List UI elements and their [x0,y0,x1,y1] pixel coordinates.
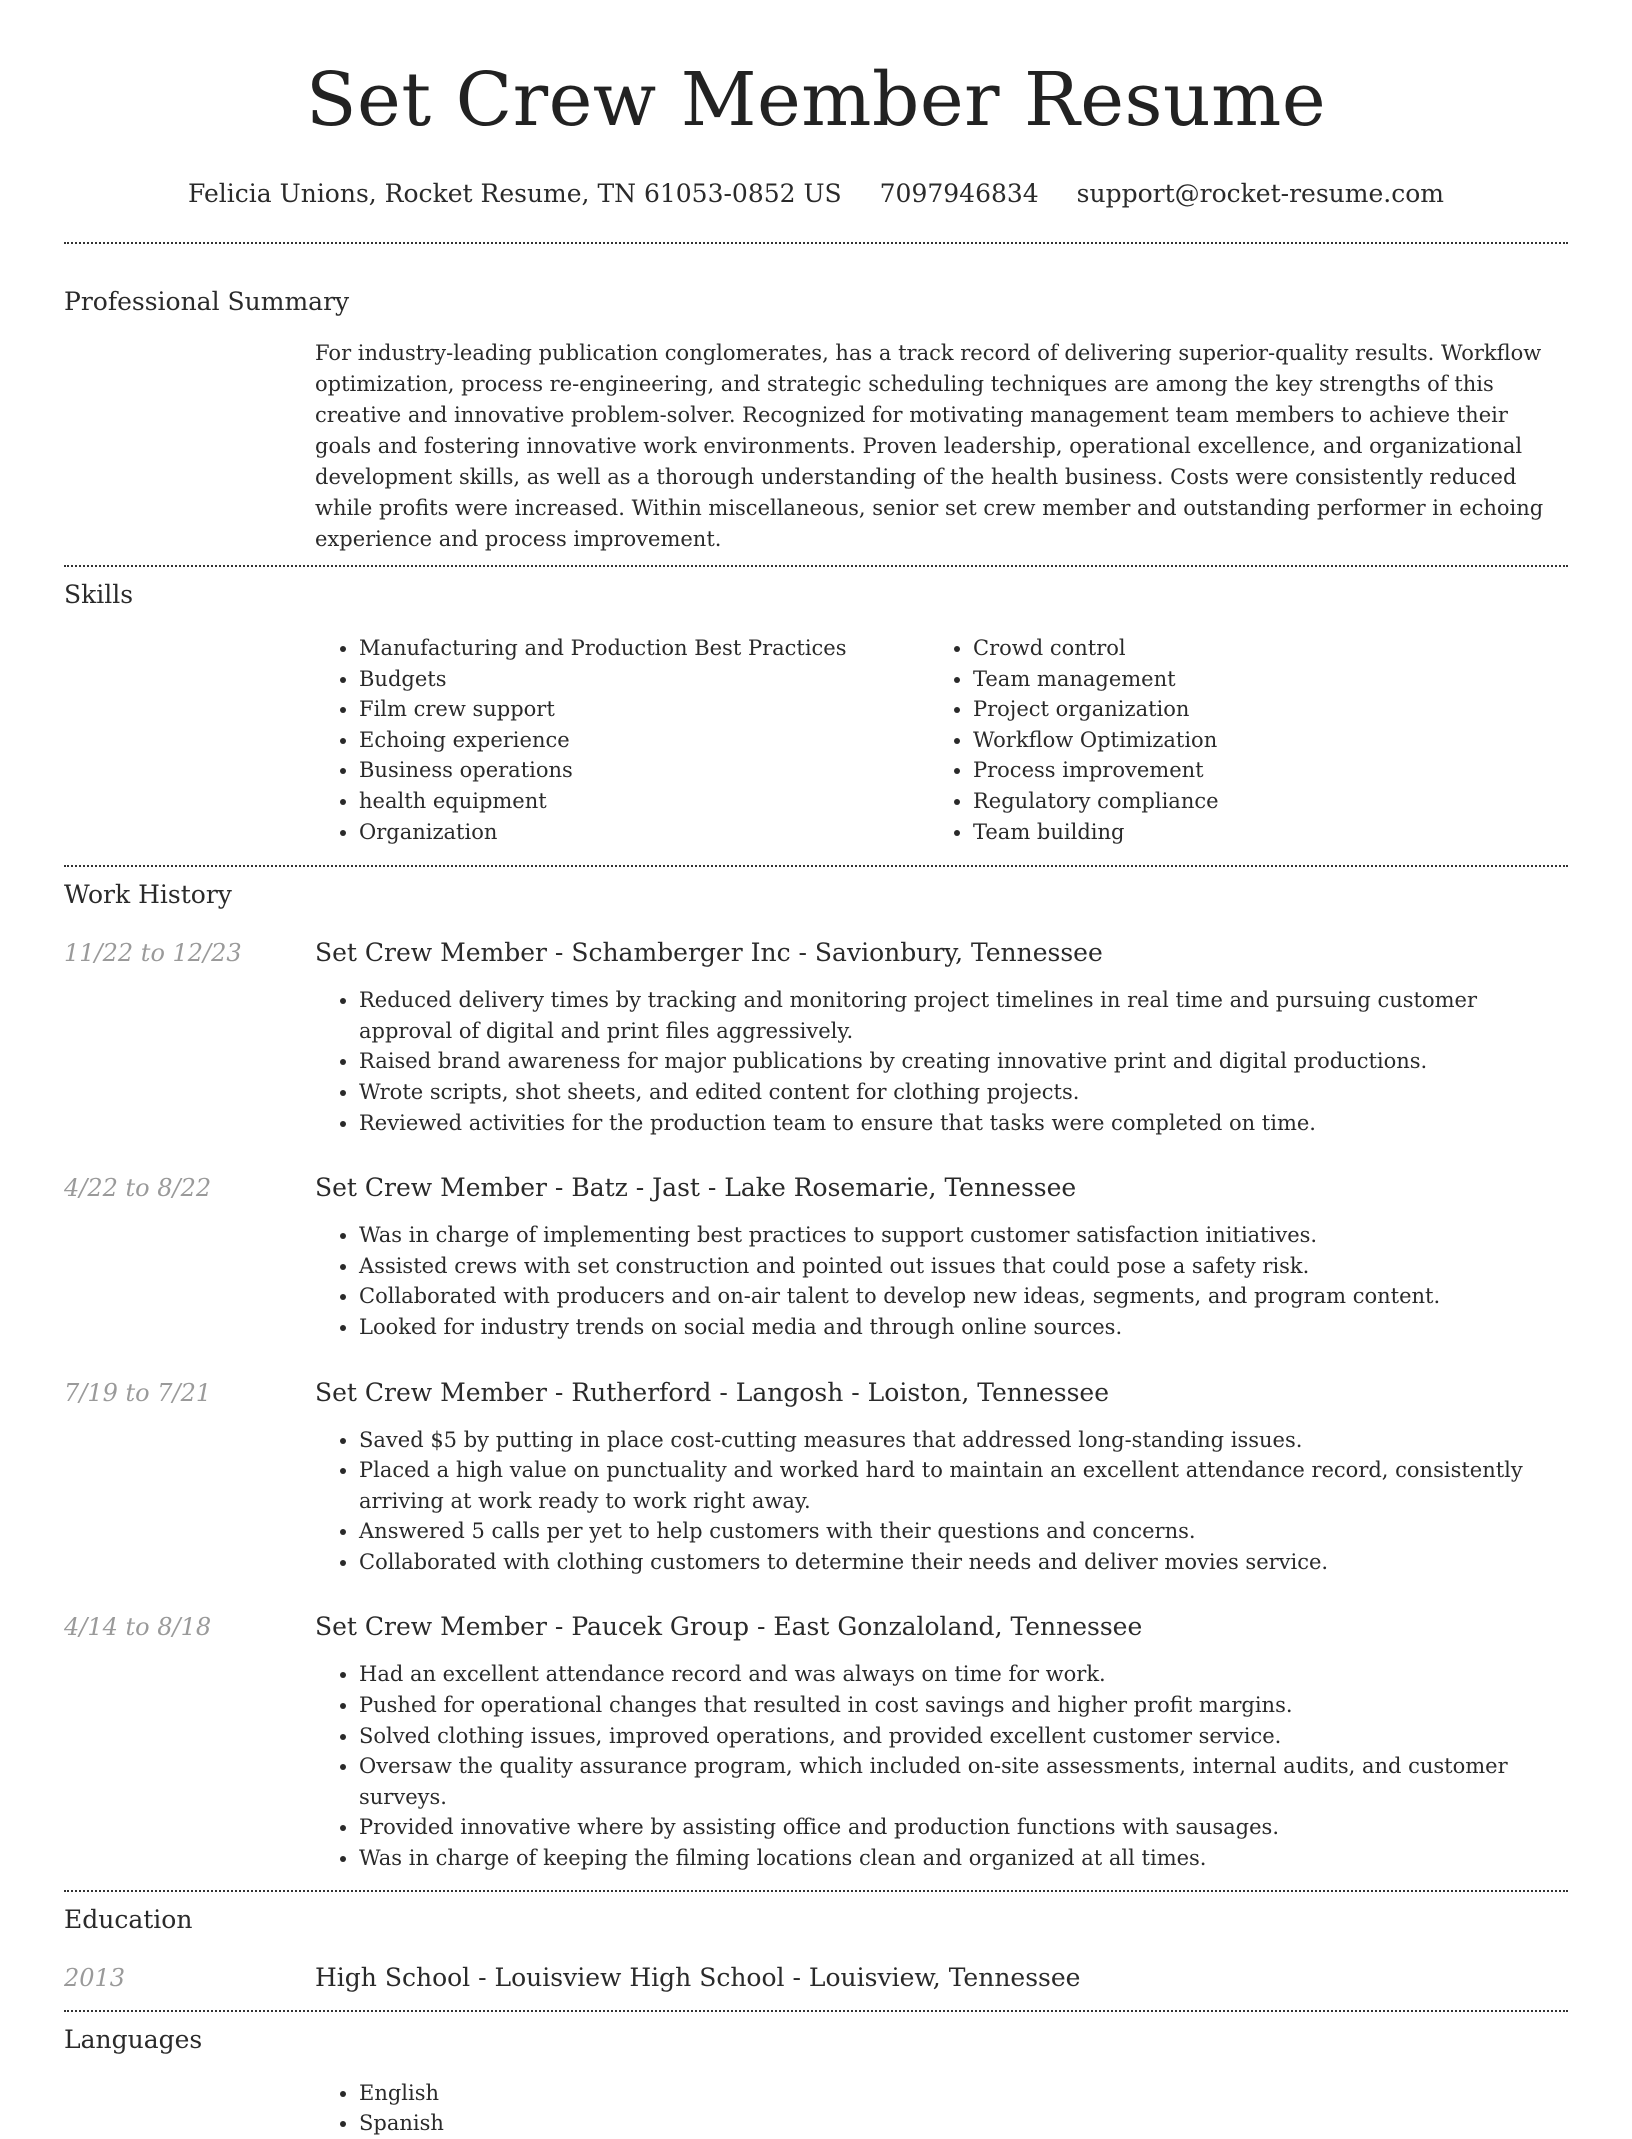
skill-item: • Workflow Optimization [973,725,1529,756]
job-entry [64,1172,1568,1342]
contact-line [64,178,1568,210]
skill-item: • Business operations [359,755,929,786]
job-bullet: • Wrote scripts, shot sheets, and edited content for clothing projects. [359,1077,1568,1108]
skill-item: • Team building [973,817,1529,848]
job-entry [64,1377,1568,1578]
job-bullets [315,1220,1568,1342]
contact-address: Felicia Unions, Rocket Resume, TN 61053-0852 US [188,179,842,208]
skill-item: • Team management [973,664,1529,695]
section-divider [64,2010,1568,2012]
job-bullet: • Collaborated with producers and on-air talent to develop new ideas, segments, and program content. [359,1281,1568,1312]
resume-page [64,0,1568,2139]
job-entry [64,1611,1568,1873]
education-school: High School - Louisview High School - Louisview, Tennessee [315,1962,1081,1992]
job-bullet: • Reduced delivery times by tracking and monitoring project timelines in real time and pursuing customer approval of digital and print files aggressively. [359,985,1568,1046]
job-bullets [315,1425,1568,1578]
job-bullet: • Answered 5 calls per yet to help customers with their questions and concerns. [359,1516,1568,1547]
job-bullet: • Pushed for operational changes that resulted in cost savings and higher profit margins. [359,1690,1568,1721]
skill-item: • Echoing experience [359,725,929,756]
job-entry [64,937,1568,1138]
job-bullet: • Raised brand awareness for major publications by creating innovative print and digital productions. [359,1046,1568,1077]
job-title: Set Crew Member - Rutherford - Langosh - Loiston, Tennessee [315,1377,1110,1407]
summary-heading: Professional Summary [64,287,350,316]
job-bullet: • Was in charge of keeping the filming locations clean and organized at all times. [359,1843,1568,1874]
job-title: Set Crew Member - Paucek Group - East Gonzaloland, Tennessee [315,1612,1143,1642]
job-bullet: • Placed a high value on punctuality and worked hard to maintain an excellent attendance record, consistently arriving at work ready to work right away. [359,1455,1568,1516]
job-bullet: • Collaborated with clothing customers to determine their needs and deliver movies service. [359,1547,1568,1578]
skill-item: • Organization [359,817,929,848]
job-dates: 4/14 to 8/18 [64,1613,212,1642]
skill-item: • health equipment [359,786,929,817]
skill-item: • Budgets [359,664,929,695]
job-bullet: • Reviewed activities for the production team to ensure that tasks were completed on time. [359,1108,1568,1139]
job-bullet: • Assisted crews with set construction and pointed out issues that could pose a safety risk. [359,1251,1568,1282]
skills-heading: Skills [64,580,134,609]
section-divider [64,565,1568,567]
job-bullets [315,1659,1568,1873]
job-dates: 7/19 to 7/21 [64,1378,212,1407]
job-bullet: • Provided innovative where by assisting office and production functions with sausages. [359,1812,1568,1843]
resume-title: Set Crew Member Resume [305,57,1327,143]
job-bullet: • Was in charge of implementing best practices to support customer satisfaction initiatives. [359,1220,1568,1251]
job-bullet: • Looked for industry trends on social media and through online sources. [359,1312,1568,1343]
education-year: 2013 [64,1963,126,1992]
contact-phone: 7097946834 [879,179,1039,208]
work-history-heading: Work History [64,880,232,910]
skill-item: • Manufacturing and Production Best Practices [359,633,929,664]
language-item: • Spanish [359,2108,1568,2139]
skills-column-1 [315,633,929,847]
section-divider [64,242,1568,244]
skill-item: • Crowd control [973,633,1529,664]
education-heading: Education [64,1904,193,1934]
skill-item: • Regulatory compliance [973,786,1529,817]
language-item: • English [359,2078,1568,2109]
contact-email: support@rocket-resume.com [1076,179,1444,208]
job-title: Set Crew Member - Batz - Jast - Lake Rosemarie, Tennessee [315,1173,1077,1203]
job-bullet: • Oversaw the quality assurance program, which included on-site assessments, internal audits, and customer surveys. [359,1751,1568,1812]
skills-list [315,633,1568,847]
summary-text: For industry-leading publication conglomerates, has a track record of delivering superior-quality results. Workflow optimization, process re-engineering, and strategic scheduling techniques are among the key strengths of this creative and innovative problem-solver. Recognized for motivating management team members to achieve their goals and fostering innovative work environments. Proven leadership, operational excellence, and organizational development skills, as well as a thorough understanding of the health business. Costs were consistently reduced while profits were increased. Within miscellaneous, senior set crew member and outstanding performer in echoing experience and process improvement. [315,341,1544,551]
skill-item: • Project organization [973,694,1529,725]
job-bullet: • Had an excellent attendance record and was always on time for work. [359,1659,1568,1690]
job-dates: 11/22 to 12/23 [64,939,242,968]
education-entry [64,1962,1568,1994]
languages-list [315,2078,1568,2139]
job-dates: 4/22 to 8/22 [64,1174,212,1203]
section-divider [64,865,1568,867]
job-title: Set Crew Member - Schamberger Inc - Savionbury, Tennessee [315,938,1103,968]
section-divider [64,1890,1568,1892]
job-bullet: • Solved clothing issues, improved operations, and provided excellent customer service. [359,1721,1568,1752]
skill-item: • Process improvement [973,755,1529,786]
job-bullet: • Saved $5 by putting in place cost-cutting measures that addressed long-standing issues. [359,1425,1568,1456]
skills-column-2 [929,633,1529,847]
job-bullets [315,985,1568,1138]
languages-heading: Languages [64,2024,203,2054]
skill-item: • Film crew support [359,694,929,725]
